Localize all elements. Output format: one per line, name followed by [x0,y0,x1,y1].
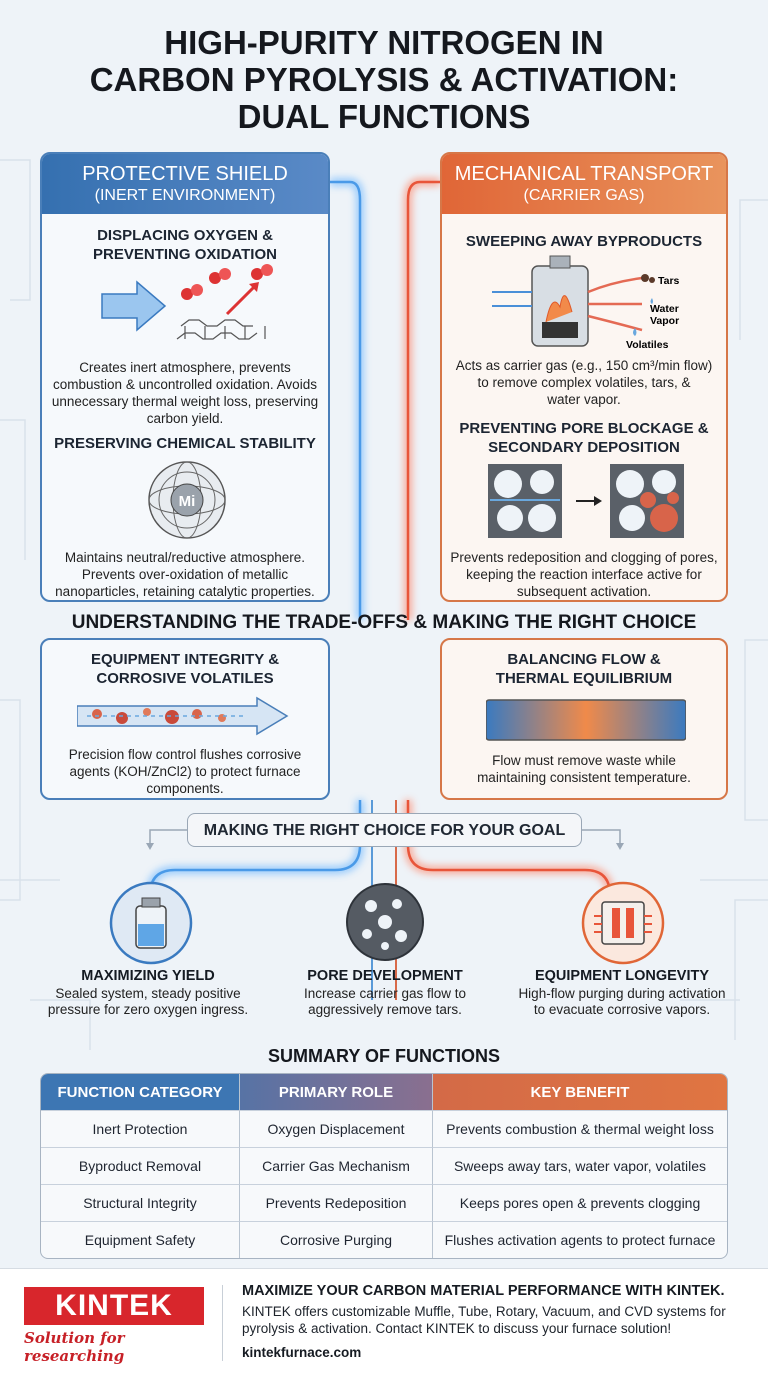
goal-desc-line: High-flow purging during activation [518,986,726,1001]
pore-blockage-icon [488,462,684,542]
tars-label: Tars [658,275,680,287]
header-key-benefit: KEY BENEFIT [432,1074,727,1110]
goal-desc-line: Increase carrier gas flow to [303,986,467,1001]
byproducts-body-line: water vapor. [547,392,621,407]
corrosive-flush-icon [77,694,297,738]
oxygen-title-line: DISPLACING OXYGEN & [97,227,273,244]
table-row [41,1110,727,1147]
stability-section-body [48,549,322,600]
furnace-heater-icon [580,880,666,966]
porous-carbon-icon [343,880,427,964]
balancing-body [448,752,720,786]
header-function-category: FUNCTION CATEGORY [41,1074,239,1110]
byproducts-body-line: to remove complex volatiles, tars, & [477,375,691,390]
table-row [41,1221,727,1258]
kintek-logo[interactable]: KINTEK [24,1287,204,1325]
carrier-gas-furnace-icon [492,252,692,352]
stability-body-line: nanoparticles, retaining catalytic properties. [55,584,315,599]
pore-body-line: subsequent activation. [516,584,652,599]
protective-card-header [42,154,328,214]
table-row [41,1184,727,1221]
thermal-gradient-icon [486,698,686,742]
byproducts-section-body [448,357,720,408]
byproducts-section-title: SWEEPING AWAY BYPRODUCTS [465,233,703,250]
pore-title-line: SECONDARY DEPOSITION [488,439,680,456]
goal-yield-desc [28,986,268,1018]
title-line-1: HIGH-PURITY NITROGEN IN [164,24,604,61]
table-cell: Oxygen Displacement [239,1110,432,1147]
cta-body-line: pyrolysis & activation. Contact KINTEK to discuss your furnace solution! [242,1321,672,1336]
equipment-body-line: Precision flow control flushes corrosive [68,747,302,762]
balancing-title [442,650,726,688]
table-cell: Corrosive Purging [239,1221,432,1258]
main-title [0,24,768,135]
title-line-2: CARBON PYROLYSIS & ACTIVATION: [89,61,679,98]
oxygen-displacement-icon [97,264,282,354]
goal-desc-line: pressure for zero oxygen ingress. [47,1002,249,1017]
summary-table [40,1073,728,1259]
tradeoffs-title: UNDERSTANDING THE TRADE-OFFS & MAKING THE RIGHT CHOICE [71,612,697,633]
mechanical-transport-card [440,152,728,602]
equipment-title-line: CORROSIVE VOLATILES [96,670,274,687]
balancing-body-line: Flow must remove waste while [492,753,676,768]
website-link[interactable]: kintekfurnace.com [242,1345,362,1360]
footer-divider [222,1285,223,1361]
table-cell: Inert Protection [41,1110,239,1147]
metal-label: Mi [178,493,196,510]
balancing-body-line: maintaining consistent temperature. [477,770,691,785]
goal-yield-title: MAXIMIZING YIELD [81,968,215,984]
table-cell: Prevents combustion & thermal weight loss [432,1110,727,1147]
cta-body [242,1303,757,1337]
equipment-body [48,746,322,797]
cta-heading: MAXIMIZE YOUR CARBON MATERIAL PERFORMANCE WITH KINTEK. [242,1283,725,1299]
oxygen-body-line: unnecessary thermal weight loss, preserving [51,394,319,409]
stability-section-title: PRESERVING CHEMICAL STABILITY [54,435,316,452]
equipment-body-line: components. [146,781,224,796]
table-cell: Structural Integrity [41,1184,239,1221]
oxygen-body-line: carbon yield. [146,411,224,426]
stability-body-line: Maintains neutral/reductive atmosphere. [64,550,306,565]
goal-desc-line: Sealed system, steady positive [55,986,241,1001]
balancing-title-line: THERMAL EQUILIBRIUM [495,670,673,687]
table-cell: Byproduct Removal [41,1147,239,1184]
oxygen-body-line: combustion & uncontrolled oxidation. Avoids [53,377,317,392]
equipment-integrity-card [40,638,330,800]
transport-subheading: (CARRIER GAS) [523,187,645,204]
transport-card-header [442,154,726,214]
table-row [41,1147,727,1184]
table-cell: Equipment Safety [41,1221,239,1258]
oxygen-title-line: PREVENTING OXIDATION [93,246,277,263]
choice-title: MAKING THE RIGHT CHOICE FOR YOUR GOAL [187,813,582,847]
pore-body-line: Prevents redeposition and clogging of pores, [450,550,718,565]
balancing-title-line: BALANCING FLOW & [507,651,661,668]
goal-desc-line: aggressively remove tars. [308,1002,462,1017]
goal-pore-title: PORE DEVELOPMENT [307,968,463,984]
protective-subheading: (INERT ENVIRONMENT) [94,187,276,204]
balancing-flow-card [440,638,728,800]
table-cell: Flushes activation agents to protect furnace [432,1221,727,1258]
goal-pore-desc [265,986,505,1018]
volatiles-label: Volatiles [626,339,669,351]
oxygen-section-body [48,359,322,427]
table-cell: Sweeps away tars, water vapor, volatiles [432,1147,727,1184]
table-cell: Prevents Redeposition [239,1184,432,1221]
cta-body-line: KINTEK offers customizable Muffle, Tube, Rotary, Vacuum, and CVD systems for [242,1304,726,1319]
table-header-row [41,1074,727,1110]
equipment-body-line: agents (KOH/ZnCl2) to protect furnace [69,764,301,779]
pore-section-body [448,549,720,600]
protective-shield-card [40,152,330,602]
goal-longevity-title: EQUIPMENT LONGEVITY [534,968,709,984]
tagline: Solution for researching [24,1329,125,1365]
metal-nanoparticle-icon [142,459,232,541]
title-line-3: DUAL FUNCTIONS [237,98,531,135]
stability-body-line: Prevents over-oxidation of metallic [81,567,289,582]
byproducts-body-line: Acts as carrier gas (e.g., 150 cm³/min flow) [455,358,713,373]
equipment-title-line: EQUIPMENT INTEGRITY & [90,651,280,668]
oxygen-section-title [42,226,328,264]
goal-desc-line: to evacuate corrosive vapors. [533,1002,711,1017]
sealed-vessel-icon [108,880,194,966]
protective-heading: PROTECTIVE SHIELD [82,163,288,185]
vapor-label: Vapor [650,315,680,327]
summary-title: SUMMARY OF FUNCTIONS [268,1046,500,1066]
water-label: Water [650,303,679,315]
table-cell: Keeps pores open & prevents clogging [432,1184,727,1221]
goal-longevity-desc [502,986,742,1018]
equipment-title [42,650,328,688]
transport-heading: MECHANICAL TRANSPORT [454,163,714,185]
oxygen-body-line: Creates inert atmosphere, prevents [79,360,291,375]
pore-body-line: keeping the reaction interface active for [466,567,702,582]
footer [0,1268,768,1377]
pore-title-line: PREVENTING PORE BLOCKAGE & [459,420,709,437]
header-primary-role: PRIMARY ROLE [239,1074,432,1110]
pore-section-title [442,419,726,457]
table-cell: Carrier Gas Mechanism [239,1147,432,1184]
